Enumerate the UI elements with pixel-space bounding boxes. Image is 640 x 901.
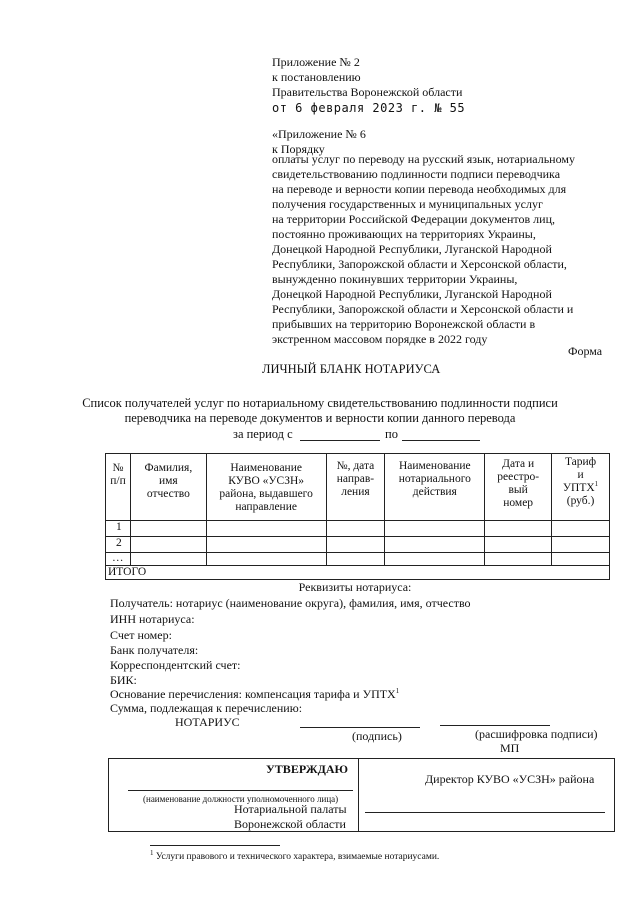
period-from-label: за период с bbox=[233, 427, 293, 441]
recipients-table bbox=[105, 453, 610, 580]
table-cell[interactable] bbox=[552, 553, 610, 566]
requisite-account: Счет номер: bbox=[110, 628, 172, 642]
footnote-separator bbox=[150, 845, 280, 846]
director-signature-field[interactable] bbox=[365, 812, 605, 813]
table-cell[interactable] bbox=[485, 537, 552, 553]
list-title-line1: Список получателей услуг по нотариальному свидетельствованию подлинности подписи bbox=[82, 396, 558, 410]
seal-label: МП bbox=[500, 741, 520, 755]
position-field[interactable] bbox=[128, 790, 353, 791]
requisite-payment-basis: Основание перечисления: компенсация тарифа и УПТХ$^1$ bbox=[110, 687, 400, 701]
row-number: 1 bbox=[106, 521, 131, 537]
position-caption: (наименование должности уполномоченного лица) bbox=[143, 794, 339, 804]
table-cell[interactable] bbox=[326, 553, 385, 566]
period-to-label: по bbox=[385, 427, 398, 441]
requisite-amount: Сумма, подлежащая к перечислению: bbox=[110, 701, 303, 715]
order-line: Республики, Запорожской области и Херсонской области и bbox=[272, 302, 574, 316]
table-cell[interactable] bbox=[130, 537, 206, 553]
order-line: прибывших на территорию Воронежской области в bbox=[272, 317, 536, 331]
notary-form-title: ЛИЧНЫЙ БЛАНК НОТАРИУСА bbox=[262, 362, 441, 376]
table-cell[interactable] bbox=[485, 521, 552, 537]
signature-decode-caption: (расшифровка подписи) bbox=[475, 727, 598, 741]
table-cell[interactable] bbox=[206, 553, 326, 566]
order-line: экстренном массовом порядке в 2022 году bbox=[272, 332, 488, 346]
table-cell[interactable] bbox=[385, 537, 485, 553]
period-from-field[interactable] bbox=[300, 440, 380, 441]
approve-label: УТВЕРЖДАЮ bbox=[266, 762, 349, 776]
table-cell[interactable] bbox=[552, 521, 610, 537]
order-appendix-to-order: к Порядку bbox=[272, 142, 325, 156]
table-cell[interactable] bbox=[385, 521, 485, 537]
order-line: свидетельствованию подлинности подписи переводчика bbox=[272, 167, 561, 181]
requisite-corr-account: Корреспондентский счет: bbox=[110, 658, 241, 672]
table-row bbox=[106, 553, 610, 566]
row-number: … bbox=[106, 553, 131, 566]
order-line: Донецкой Народной Республики, Луганской Народной bbox=[272, 287, 552, 301]
appendix-to-decree: к постановлению bbox=[272, 70, 361, 84]
table-cell[interactable] bbox=[130, 553, 206, 566]
order-line: на переводе и верности копии перевода необходимых для bbox=[272, 182, 567, 196]
chamber-line2: Воронежской области bbox=[234, 817, 346, 831]
table-cell[interactable] bbox=[206, 521, 326, 537]
header-number: № п/п bbox=[106, 454, 131, 521]
footnote: $^1$ Услуги правового и технического характера, взимаемые нотариусами. bbox=[150, 848, 440, 862]
form-label: Форма bbox=[568, 344, 603, 358]
order-line: Донецкой Народной Республики, Луганской Народной bbox=[272, 242, 552, 256]
table-row bbox=[106, 537, 610, 553]
table-cell[interactable] bbox=[385, 553, 485, 566]
table-cell[interactable] bbox=[326, 521, 385, 537]
table-header-row bbox=[106, 454, 610, 521]
table-row bbox=[106, 521, 610, 537]
approval-divider bbox=[358, 758, 359, 831]
table-cell[interactable] bbox=[326, 537, 385, 553]
signature-decode-field[interactable] bbox=[440, 725, 550, 726]
footnote-mark: 1 bbox=[150, 848, 154, 857]
requisite-recipient: Получатель: нотариус (наименование округа), фамилия, имя, отчество bbox=[110, 596, 471, 610]
header-issuing-department: Наименование КУВО «УСЗН» района, выдавшего направление bbox=[206, 454, 326, 521]
list-title-line2: переводчика на переводе документов и верности копии данного перевода bbox=[124, 411, 516, 425]
row-number: 2 bbox=[106, 537, 131, 553]
order-line: получения государственных и муниципальных услуг bbox=[272, 197, 543, 211]
notary-label: НОТАРИУС bbox=[175, 715, 240, 729]
table-cell[interactable] bbox=[485, 553, 552, 566]
table-cell[interactable] bbox=[130, 521, 206, 537]
table-cell[interactable] bbox=[206, 537, 326, 553]
order-line: Республики, Запорожской области и Херсонской области, bbox=[272, 257, 567, 271]
requisite-bank: Банк получателя: bbox=[110, 643, 199, 657]
header-full-name: Фамилия, имя отчество bbox=[130, 454, 206, 521]
chamber-line1: Нотариальной палаты bbox=[234, 802, 347, 816]
table-cell[interactable] bbox=[552, 537, 610, 553]
period-to-field[interactable] bbox=[402, 440, 480, 441]
order-line: оплаты услуг по переводу на русский язык, нотариальному bbox=[272, 152, 575, 166]
order-appendix-title: «Приложение № 6 bbox=[272, 127, 366, 141]
director-label: Директор КУВО «УСЗН» района bbox=[425, 772, 595, 786]
requisite-bik: БИК: bbox=[110, 673, 137, 687]
order-line: на территории Российской Федерации документов лиц, bbox=[272, 212, 556, 226]
requisite-inn: ИНН нотариуса: bbox=[110, 612, 195, 626]
footnote-mark: 1 bbox=[594, 480, 599, 489]
header-date-registry-number: Дата и реестро- вый номер bbox=[485, 454, 552, 521]
header-tariff: Тариф и УПТХ$^1$ (руб.) bbox=[552, 454, 610, 521]
appendix-title: Приложение № 2 bbox=[272, 55, 360, 69]
total-label: ИТОГО bbox=[106, 566, 610, 580]
decree-date-number: от 6 февраля 2023 г. № 55 bbox=[272, 101, 466, 115]
order-line: постоянно проживающих на территориях Украины, bbox=[272, 227, 536, 241]
appendix-government: Правительства Воронежской области bbox=[272, 85, 463, 99]
order-line: вынужденно покинувших территории Украины, bbox=[272, 272, 518, 286]
signature-caption: (подпись) bbox=[352, 729, 402, 743]
footnote-mark: 1 bbox=[395, 687, 400, 695]
total-row bbox=[106, 566, 610, 580]
header-notarial-action: Наименование нотариального действия bbox=[385, 454, 485, 521]
signature-field[interactable] bbox=[300, 727, 420, 728]
header-referral-number-date: №, дата направ- ления bbox=[326, 454, 385, 521]
requisites-title: Реквизиты нотариуса: bbox=[298, 580, 412, 594]
